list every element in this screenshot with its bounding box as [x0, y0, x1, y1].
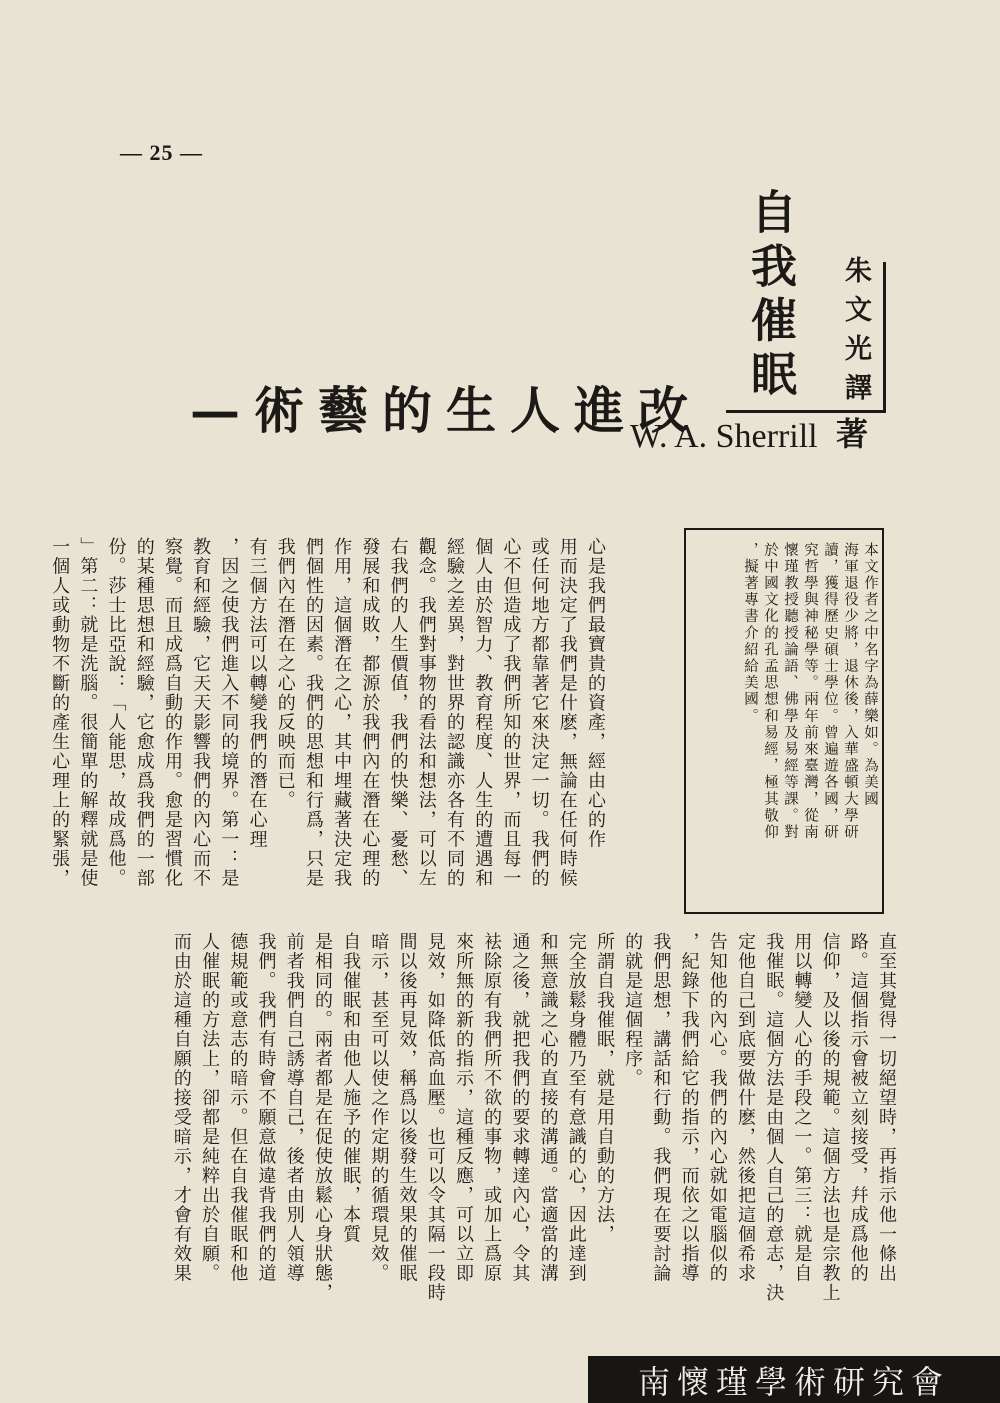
publisher-watermark: 南懷瑾學術研究會	[588, 1356, 1000, 1403]
author-role: 著	[836, 415, 869, 453]
author-name: W. A. Sherrill	[630, 418, 818, 455]
page-number: — 25 —	[120, 140, 203, 165]
translator-credit: 朱文光譯	[840, 256, 871, 412]
body-text-bottom: 直至其覺得一切絕望時，再指示他一條出 路。這個指示會被立刻接受，幷成爲他的 信仰，及以後的規範。這個方法也是宗教上 用以轉變人心的手段之一。第三：就是自 我催眠。這個方法是由個人自己的意志，決 定他自己到底要做什麽，然後把這個希求 告知他的內心。我們的內心就如電腦似的 ，紀錄下我們給它的指示，而依之以指導 我們思想，講話和行動。我們現在要討論 的就是這個程序。 所謂自我催眠，就是用自動的方法， 完全放鬆身體乃至有意識的心，因此達到 和無意識之心的直接的溝通。當適當的溝 通之後，就把我們的要求轉達內心，令其 袪除原有我們所不欲的事物，或加上爲原 來所無的新的指示，這種反應，可以立即 見效，如降低高血壓。也可以令其隔一段時 間以後再見效，稱爲以後發生效果的催眠 暗示，甚至可以使之作定期的循環見效。 自我催眠和由他人施予的催眠，本質 是相同的。兩者都是在促使放鬆心身狀態， 前者我們自己誘導自己，後者由別人領導 我們。我們有時會不願意做違背我們的道 德規範或意志的暗示。但在自我催眠和他 人催眠的方法上，卻都是純粹出於自願。 而由於這種自願的接受暗示，才會有效果	[170, 932, 897, 1303]
article-subtitle	[190, 381, 702, 440]
subtitle-text: 改進人生的藝術—	[190, 381, 702, 440]
title-vertical-rule	[883, 262, 886, 412]
article-title: 自我催眠	[744, 188, 798, 404]
body-text-top: 心是我們最寶貴的資產，經由心的作 用而決定了我們是什麽，無論在任何時候 或任何地方都靠著它來決定一切。我們的 心不但造成了我們所知的世界，而且每一 個人由於智力、教育程度、人生的遭遇和 經驗之差異，對世界的認識亦各有不同的 觀念。我們對事物的看法和想法，可以左 右我們的人生價值，我們的快樂、憂愁、 發展和成敗，都源於我們內在潛在心理的 作用，這個潛在之心，其中埋藏著決定我 們個性的因素。我們的思想和行爲，只是 我們內在潛在之心的反映而已。 有三個方法可以轉變我們的潛在心理 ，因之使我們進入不同的境界。第一：是 教育和經驗，它天天影響我們的內心而不 察覺。而且成爲自動的作用。愈是習慣化 的某種思想和經驗，它愈成爲我們的一部 份。莎士比亞說：「人能思，故成爲他。 」第二：就是洗腦。很簡單的解釋就是使 一個人或動物不斷的產生心理上的緊張，	[49, 537, 606, 888]
author-bio-text: 本文作者之中名字為薛樂如。為美國 海軍退役少將，退休後，入華盛頓大學研 讀，獲得歷史碩士學位。曾遍遊各國，研 究哲學與神秘學等。兩年前來臺灣，從南 懷瑾教授聽授論語、佛學及易經等課。對 於中國文化的孔孟思想和易經，極其敬仰 ，擬著專書介紹給美國。	[742, 542, 878, 841]
